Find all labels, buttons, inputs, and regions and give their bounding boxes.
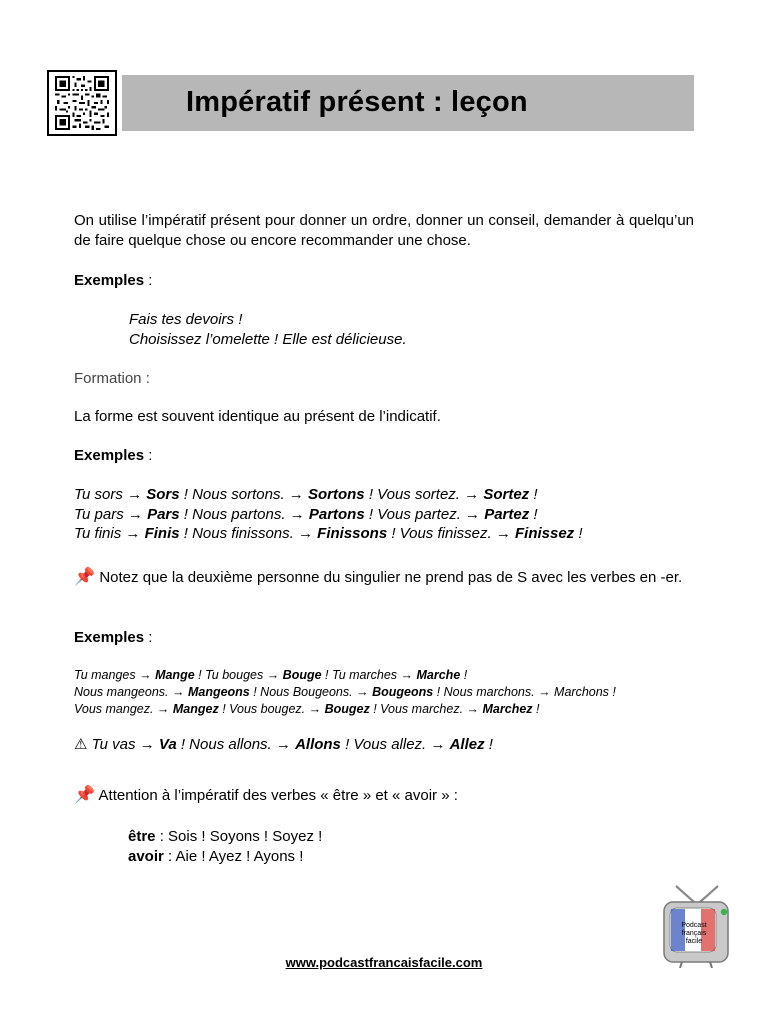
logo-text: français (681, 930, 707, 937)
intro-paragraph: On utilise l’impératif présent pour donner un ordre, donner un conseil, demander à quelqu’un de faire quelque chose ou encore recommander une chose. (74, 212, 694, 249)
qr-code (47, 70, 117, 136)
warning-icon: ⚠ (74, 736, 88, 753)
pushpin-icon: 📌 (74, 567, 96, 586)
example-line: Fais tes devoirs ! (129, 311, 243, 328)
note-paragraph: 📌 Notez que la deuxième personne du singulier ne prend pas de S avec les verbes en -er. (74, 567, 683, 586)
formation-text: La forme est souvent identique au présent de l’indicatif. (74, 408, 441, 425)
logo-text: facile (685, 938, 703, 945)
examples-heading-3: Exemples : (74, 629, 153, 646)
qr-code-pattern (53, 76, 111, 130)
conjugation-line: Tu sors → Sors ! Nous sortons. → Sortons ! Vous sortez. → Sortez ! (74, 486, 538, 503)
attention-line: 📌 Attention à l’impératif des verbes « être » et « avoir » : (74, 785, 458, 804)
aller-line: ⚠ Tu vas → Va ! Nous allons. → Allons ! Vous allez. → Allez ! (74, 736, 493, 753)
examples-heading-2: Exemples : (74, 447, 153, 464)
example-line: Choisissez l’omelette ! Elle est délicieuse. (129, 331, 407, 348)
er-verb-line: Vous mangez. → Mangez ! Vous bougez. → Bougez ! Vous marchez. → Marchez ! (74, 702, 540, 716)
page-title: Impératif présent : leçon (186, 86, 528, 118)
logo-text: Podcast (681, 922, 707, 929)
title-bar (122, 75, 694, 131)
conjugation-line: Tu finis → Finis ! Nous finissons. → Finissons ! Vous finissez. → Finissez ! (74, 525, 583, 542)
pushpin-icon: 📌 (74, 785, 96, 804)
conjugation-line: Tu pars → Pars ! Nous partons. → Partons ! Vous partez. → Partez ! (74, 506, 538, 523)
etre-line: être : Sois ! Soyons ! Soyez ! (128, 828, 323, 845)
er-verb-line: Tu manges → Mange ! Tu bouges → Bouge ! Tu marches → Marche ! (74, 668, 468, 682)
website-link[interactable]: www.podcastfrancaisfacile.com (285, 955, 483, 970)
formation-heading: Formation : (74, 370, 150, 387)
examples-heading-1: Exemples : (74, 272, 153, 289)
er-verb-line: Nous mangeons. → Mangeons ! Nous Bougeons. → Bougeons ! Nous marchons. → Marchons ! (74, 685, 616, 699)
avoir-line: avoir : Aie ! Ayez ! Ayons ! (128, 848, 304, 865)
